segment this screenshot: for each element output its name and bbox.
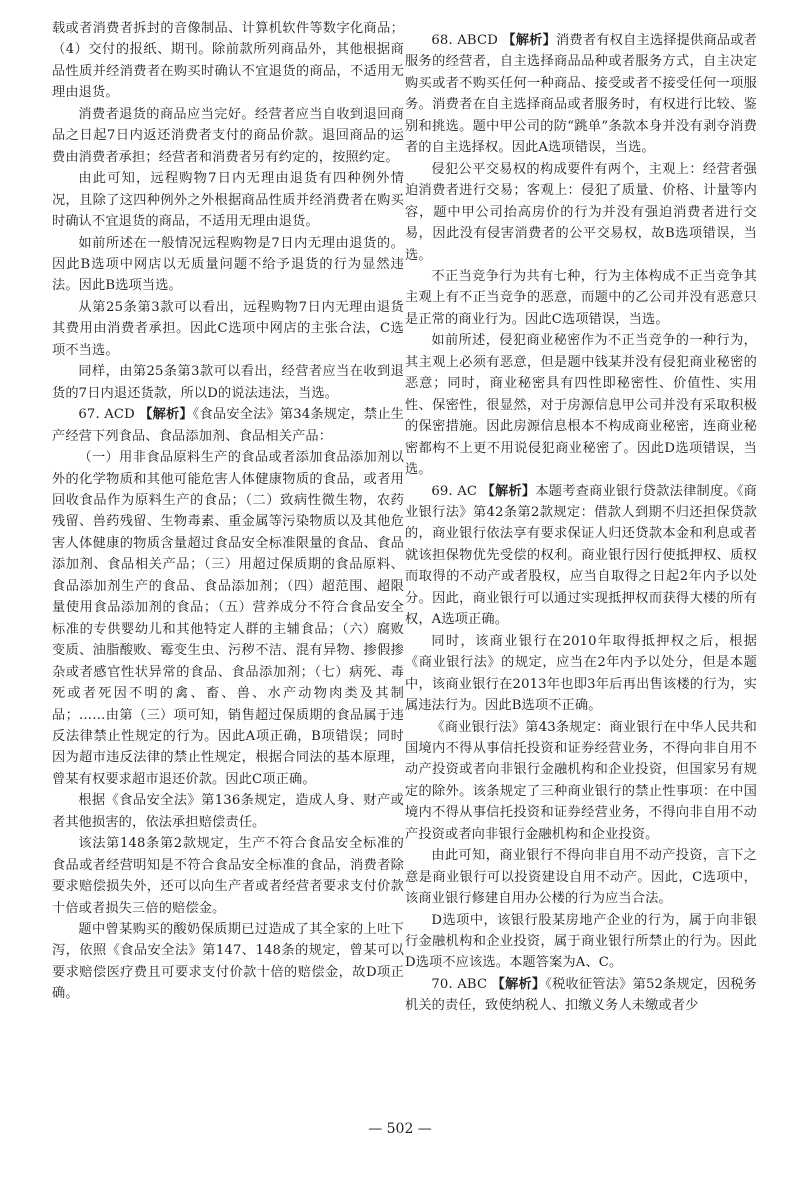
left-paragraph: 如前所述在一般情况远程购物是7日内无理由退货的。因此B选项中网店以无质量问题不给予退货的行为显然违法。因此B选项当选。 bbox=[52, 235, 404, 294]
analysis-tag: 【解析】 bbox=[502, 33, 556, 48]
right-paragraph: 侵犯公平交易权的构成要件有两个，主观上：经营者强迫消费者进行交易；客观上：侵犯了质量、价格、计量等内容，题中甲公司抬高房价的行为并没有强迫消费者进行交易，因此没有侵害消费者的公平交易权，故B选项错误，当选。 bbox=[405, 161, 757, 263]
answer-text: 本题考查商业银行贷款法律制度。《商业银行法》第42条第2款规定：借款人到期不归还担保贷款的，商业银行依法享有要求保证人归还贷款本金和利息或者就该担保物优先受偿的权利。商业银行因行使抵押权、质权而取得的不动产或者股权，应当自取得之日起2年内予以处分。因此，商业银行可以通过实现抵押权而获得大楼的所有权，A选项正确。 bbox=[405, 483, 757, 628]
left-paragraph: （一）用非食品原料生产的食品或者添加食品添加剂以外的化学物质和其他可能危害人体健康物质的食品，或者用回收食品作为原料生产的食品；（二）致病性微生物，农药残留、兽药残留、生物毒素、重金属等污染物质以及其他危害人体健康的物质含量超过食品安全标准限量的食品、食品添加剂、食品相关产品；（三）用超过保质期的食品原料、食品添加剂生产的食品、食品添加剂；（四）超范围、超限量使用食品添加剂的食品；（五）营养成分不符合食品安全标准的专供婴幼儿和其他特定人群的主辅食品；（六）腐败变质、油脂酸败、霉变生虫、污秽不洁、混有异物、掺假掺杂或者感官性状异常的食品、食品添加剂；（七）病死、毒死或者死因不明的禽、畜、兽、水产动物肉类及其制品；……由第（三）项可知，销售超过保质期的食品属于违反法律禁止性规定的行为。因此A项正确，B项错误；同时因为超市违反法律的禁止性规定，根据合同法的基本原理，曾某有权要求超市退还价款。因此C项正确。 bbox=[52, 450, 404, 787]
right-paragraph: D选项中，该银行股某房地产企业的行为，属于向非银行金融机构和企业投资，属于商业银行所禁止的行为。因此D选项不应该选。本题答案为A、C。 bbox=[405, 912, 757, 971]
left-answer-paragraph bbox=[52, 404, 404, 447]
answer-number: 70. ABC bbox=[431, 976, 488, 992]
left-paragraph: 题中曾某购买的酸奶保质期已过造成了其全家的上吐下泻，依照《食品安全法》第147、148条的规定，曾某可以要求赔偿医疗费且可要求支付价款十倍的赔偿金，故D项正确。 bbox=[52, 922, 404, 1002]
right-paragraph: 同时，该商业银行在2010年取得抵押权之后，根据《商业银行法》的规定，应当在2年内予以处分，但是本题中，该商业银行在2013年也即3年后再出售该楼的行为，实属违法行为。因此B选项不正确。 bbox=[405, 633, 757, 714]
right-paragraph: 《商业银行法》第43条规定：商业银行在中华人民共和国境内不得从事信托投资和证券经营业务，不得向非自用不动产投资或者向非银行金融机构和企业投资，但国家另有规定的除外。该条规定了三种商业银行的禁止性事项：在中国境内不得从事信托投资和证券经营业务，不得向非自用不动产投资或者向非银行金融机构和企业投资。 bbox=[405, 719, 757, 842]
left-paragraph: 由此可知，远程购物7日内无理由退货有四种例外情况，且除了这四种例外之外根据商品性质并经消费者在购买时确认不宜退货的商品，不适用无理由退货。 bbox=[52, 171, 404, 230]
page-number: — 502 — bbox=[368, 1121, 432, 1137]
right-answer-paragraph bbox=[405, 974, 757, 1017]
answer-text: 《食品安全法》第34条规定，禁止生产经营下列食品、食品添加剂、食品相关产品： bbox=[52, 407, 404, 444]
answer-text: 《税收征管法》第52条规定，因税务机关的责任，致使纳税人、扣缴义务人未缴或者少 bbox=[405, 976, 757, 1014]
left-paragraph: 根据《食品安全法》第136条规定，造成人身、财产或者其他损害的，依法承担赔偿责任。 bbox=[52, 793, 404, 830]
left-paragraph: 从第25条第3款可以看出，远程购物7日内无理由退货其费用由消费者承担。因此C选项中网店的主张合法，C选项不当选。 bbox=[52, 299, 404, 358]
right-answer-paragraph bbox=[405, 30, 757, 159]
left-paragraph: 载或者消费者拆封的音像制品、计算机软件等数字化商品；（4）交付的报纸、期刊。除前款所列商品外，其他根据商品性质并经消费者在购买时确认不宜退货的商品，不适用无理由退货。 bbox=[52, 21, 404, 101]
right-column bbox=[405, 30, 757, 1017]
analysis-tag: 【解析】 bbox=[139, 407, 193, 423]
right-paragraph: 不正当竞争行为共有七种，行为主体构成不正当竞争其主观上有不正当竞争的恶意，而题中的乙公司并没有恶意只是正常的商业行为。因此C选项错误，当选。 bbox=[405, 268, 757, 327]
left-paragraph: 消费者退货的商品应当完好。经营者应当自收到退回商品之日起7日内返还消费者支付的商品价款。退回商品的运费由消费者承担；经营者和消费者另有约定的，按照约定。 bbox=[52, 106, 404, 165]
right-answer-paragraph bbox=[405, 481, 757, 631]
answer-number: 67. ACD bbox=[78, 407, 135, 423]
analysis-tag: 【解析】 bbox=[491, 976, 546, 992]
right-paragraph: 由此可知，商业银行不得向非自用不动产投资，言下之意是商业银行可以投资建设自用不动产。因此，C选项中，该商业银行修建自用办公楼的行为应当合法。 bbox=[405, 848, 757, 907]
analysis-tag: 【解析】 bbox=[481, 483, 536, 499]
right-paragraph: 如前所述，侵犯商业秘密作为不正当竞争的一种行为，其主观上必须有恶意，但是题中钱某并没有侵犯商业秘密的恶意；同时，商业秘密具有四性即秘密性、价值性、实用性、保密性，很显然，对于房源信息甲公司并没有采取积极的保密措施。因此房源信息根本不构成商业秘密，连商业秘密都构不上更不用说侵犯商业秘密了。因此D选项错误，当选。 bbox=[405, 333, 757, 478]
left-paragraph: 同样，由第25条第3款可以看出，经营者应当在收到退货的7日内退还货款，所以D的说法违法，当选。 bbox=[52, 364, 404, 401]
left-column bbox=[52, 18, 404, 1005]
answer-text: 消费者有权自主选择提供商品或者服务的经营者，自主选择商品品种或者服务方式，自主决定购买或者不购买任何一种商品、接受或者不接受任何一项服务。消费者在自主选择商品或者服务时，有权进行比较、鉴别和挑选。题中甲公司的防“跳单”条款本身并没有剥夺消费者的自主选择权。因此A选项错误，当选。 bbox=[405, 33, 758, 156]
answer-number: 68. ABCD bbox=[431, 33, 498, 48]
left-paragraph: 该法第148条第2款规定，生产不符合食品安全标准的食品或者经营明知是不符合食品安全标准的食品，消费者除要求赔偿损失外，还可以向生产者或者经营者要求支付价款十倍或者损失三倍的赔偿金。 bbox=[52, 836, 404, 916]
answer-number: 69. AC bbox=[431, 483, 478, 499]
